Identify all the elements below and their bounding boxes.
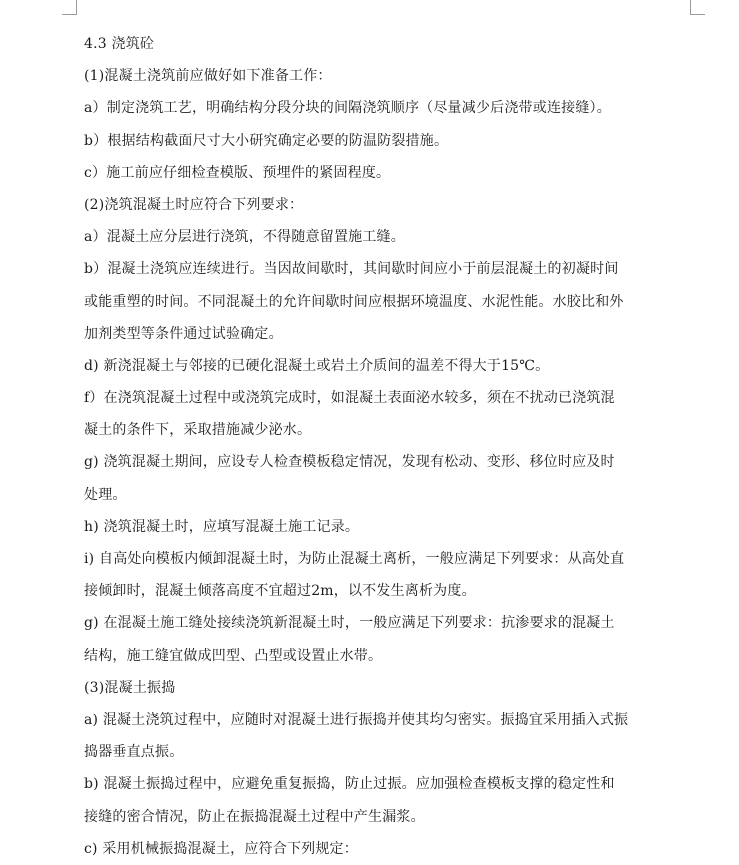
paragraph-line: 加剂类型等条件通过试验确定。 — [84, 325, 283, 342]
paragraph-line: i) 自高处向模板内倾卸混凝土时，为防止混凝土离析，一般应满足下列要求：从高处直 — [84, 551, 625, 567]
section-heading: 4.3 浇筑砼 — [84, 36, 155, 52]
paragraph-line: c) 采用机械振捣混凝土，应符合下列规定： — [84, 840, 358, 857]
paragraph-line: g) 在混凝土施工缝处接续浇筑新混凝土时，一般应满足下列要求：抗渗要求的混凝土 — [84, 615, 615, 632]
paragraph-line: 捣器垂直点振。 — [84, 744, 184, 761]
paragraph-line: 凝土的条件下，采取措施减少泌水。 — [84, 422, 312, 439]
subsection-heading: (2)浇筑混凝土时应符合下列要求： — [84, 196, 304, 213]
subsection-heading: (3)混凝土振捣 — [84, 679, 176, 696]
paragraph-line: 或能重塑的时间。不同混凝土的允许间歇时间应根据环境温度、水泥性能。水胶比和外 — [84, 293, 624, 310]
paragraph-line: b）混凝土浇筑应连续进行。当因故间歇时，其间歇时间应小于前层混凝土的初凝时间 — [84, 261, 619, 278]
paragraph-line: a）混凝土应分层进行浇筑，不得随意留置施工缝。 — [84, 229, 405, 246]
subsection-heading: (1)混凝土浇筑前应做好如下准备工作： — [84, 68, 332, 85]
paragraph-line: 接倾卸时，混凝土倾落高度不宜超过2m，以不发生离析为度。 — [84, 583, 476, 600]
paragraph-line: 处理。 — [84, 486, 127, 503]
paragraph-line: b) 混凝土振捣过程中，应避免重复振捣，防止过振。应加强检查模板支撑的稳定性和 — [84, 776, 615, 793]
paragraph-line: g) 浇筑混凝土期间，应设专人检查模板稳定情况，发现有松动、变形、移位时应及时 — [84, 454, 615, 471]
paragraph-line: h) 浇筑混凝土时，应填写混凝土施工记录。 — [84, 518, 360, 535]
paragraph-line: b）根据结构截面尺寸大小研究确定必要的防温防裂措施。 — [84, 132, 449, 149]
paragraph-line: d) 新浇混凝土与邻接的已硬化混凝土或岩土介质间的温差不得大于15℃。 — [84, 357, 550, 374]
document-page — [84, 28, 696, 865]
paragraph-line: a) 混凝土浇筑过程中，应随时对混凝土进行振捣并使其均匀密实。振捣宜采用插入式振 — [84, 711, 629, 728]
paragraph-line: 接缝的密合情况，防止在振捣混凝土过程中产生漏浆。 — [84, 808, 425, 825]
crop-mark-top-left — [62, 0, 77, 15]
paragraph-line: a）制定浇筑工艺，明确结构分段分块的间隔浇筑顺序（尽量减少后浇带或连接缝）。 — [84, 100, 611, 117]
paragraph-line: f）在浇筑混凝土过程中或浇筑完成时，如混凝土表面泌水较多，须在不扰动已浇筑混 — [84, 390, 615, 407]
paragraph-line: 结构，施工缝宜做成凹型、凸型或设置止水带。 — [84, 647, 383, 664]
crop-mark-top-right — [690, 0, 705, 15]
paragraph-line: c）施工前应仔细检查模版、预埋件的紧固程度。 — [84, 164, 391, 181]
